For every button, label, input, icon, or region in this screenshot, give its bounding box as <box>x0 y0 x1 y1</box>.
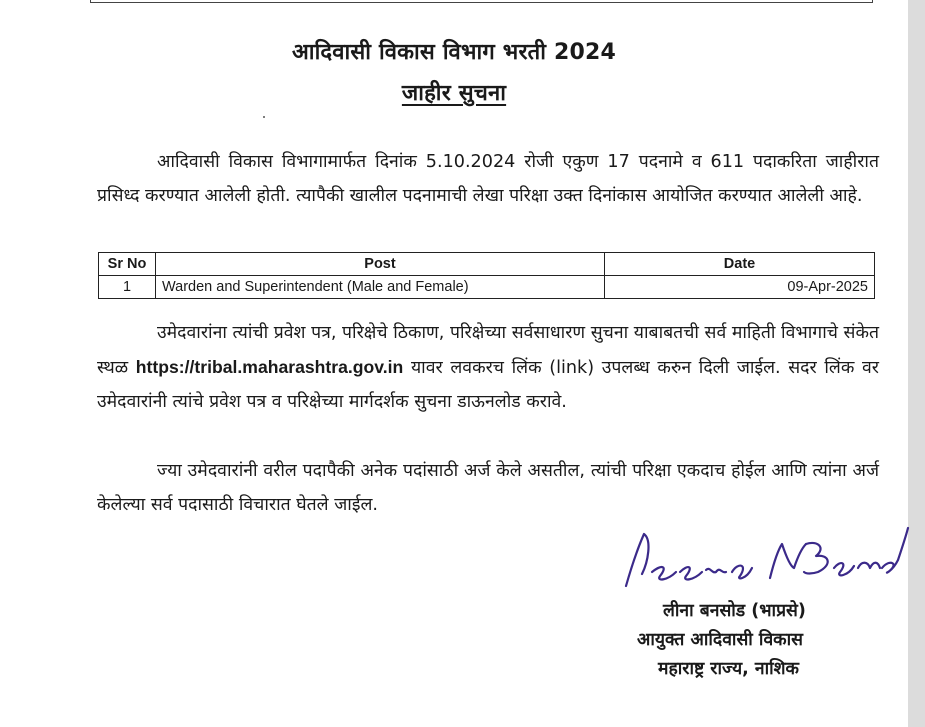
signatory-designation: आयुक्त आदिवासी विकास <box>637 630 803 650</box>
header-date: Date <box>605 253 875 276</box>
notice-title: आदिवासी विकास विभाग भरती 2024 <box>291 40 616 65</box>
top-border-rule <box>90 0 873 3</box>
cell-date: 09-Apr-2025 <box>605 276 875 299</box>
paragraph-advertisement: आदिवासी विकास विभागामार्फत दिनांक 5.10.2024 रोजी एकुण 17 पदनामे व 611 पदाकरिता जाहीरात प्रसिध्द करण्यात आलेली होती. त्यापैकी खालील पदनामाची लेखा परिक्षा उक्त दिनांकास आयोजित करण्यात आलेली आहे. <box>97 152 879 206</box>
cell-sr-no: 1 <box>99 276 156 299</box>
paragraph-admit-card-text: उमेदवारांना त्यांची प्रवेश पत्र, परिक्षेचे ठिकाण, परिक्षेच्या सर्वसाधारण सुचना याबाबतची सर्व माहिती विभागाचे संकेत स्थळ <box>97 323 879 378</box>
header-sr-no: Sr No <box>99 253 156 276</box>
header-post: Post <box>156 253 605 276</box>
cell-post: Warden and Superintendent (Male and Female) <box>156 276 605 299</box>
paragraph-admit-card-text-end: यावर लवकरच लिंक (link) उपलब्ध करुन दिली जाईल. सदर लिंक वर उमेदवारांनी त्यांचे प्रवेश पत्र व परिक्षेच्या मार्गदर्शक सुचना डाऊनलोड करावे. <box>97 358 879 412</box>
paragraph-admit-card <box>97 316 879 419</box>
table-row <box>99 276 875 299</box>
signatory-name: लीना बनसोड (भाप्रसे) <box>663 601 806 621</box>
notice-subtitle: जाहीर सुचना <box>401 81 507 106</box>
website-link[interactable]: https://tribal.maharashtra.gov.in <box>135 357 404 377</box>
signatory-office: महाराष्ट्र राज्य, नाशिक <box>658 659 800 679</box>
paragraph-multiple-posts: ज्या उमेदवारांनी वरील पदापैकी अनेक पदांसाठी अर्ज केले असतील, त्यांची परिक्षा एकदाच होईल आणि त्यांना अर्ज केलेल्या सर्व पदासाठी विचारात घेतले जाईल. <box>97 461 879 515</box>
table-header-row <box>99 253 875 276</box>
exam-schedule-table <box>98 252 875 299</box>
scan-speck <box>263 116 265 118</box>
handwritten-signature <box>622 522 912 592</box>
